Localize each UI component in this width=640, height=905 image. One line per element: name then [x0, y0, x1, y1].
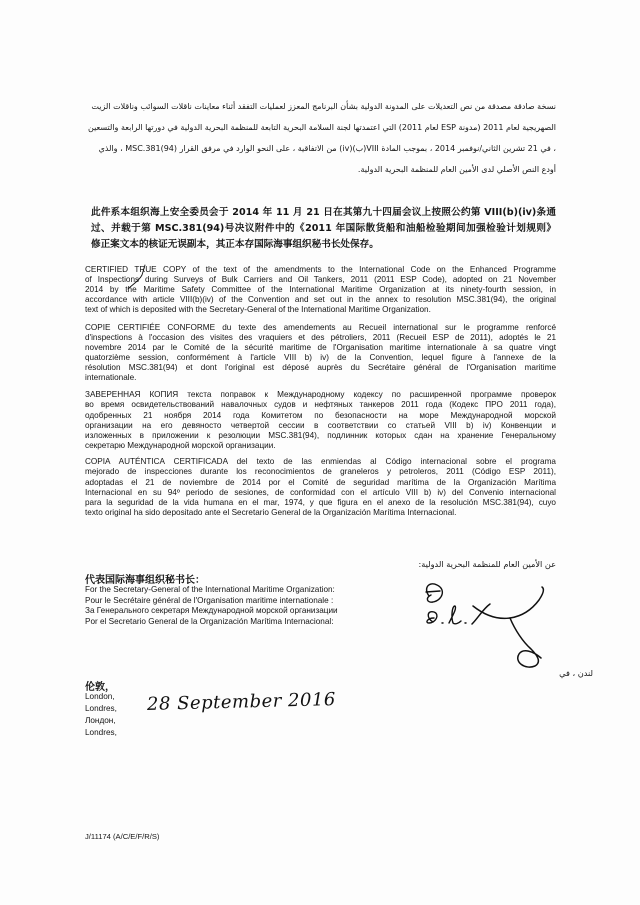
french-line: COPIE CERTIFIÉE CONFORME du texte des amendements au Recueil international sur le programme renforcé: [85, 323, 556, 332]
russian-line: изложенных в приложении к резолюции MSC.381(94), подлинник которых сдан на хранение Генеральному: [85, 431, 556, 441]
arabic-line: أودع النص الأصلي لدى الأمين العام للمنظمة البحرية الدولية.: [357, 165, 556, 174]
english-on-behalf-label: For the Secretary-General of the International Maritime Organization:: [85, 585, 335, 594]
chinese-on-behalf-label: 代表国际海事组织秘书长：: [85, 575, 205, 586]
french-line: internationale.: [85, 373, 137, 382]
french-place-label: Londres,: [85, 704, 117, 713]
russian-line: ЗАВЕРЕННАЯ КОПИЯ текста поправок к Международному кодексу по расширенной программе проверок: [85, 390, 556, 399]
russian-place-label: Лондон,: [85, 716, 116, 725]
arabic-place-label: لندن ، في: [559, 668, 593, 678]
document-reference: J/11174 (A/C/E/F/R/S): [85, 832, 160, 841]
chinese-place-label: 伦敦，: [85, 682, 115, 693]
english-line: accordance with article VIII(b)(iv) of the Convention and set out in the annex to resolution MSC.381(94), the original: [85, 295, 556, 304]
arabic-on-behalf-label: عن الأمين العام للمنظمة البحرية الدولية:: [418, 559, 556, 569]
french-line: novembre 2014 par le Comité de la sécurité maritime de l'Organisation maritime internationale à sa quatre vingt: [85, 343, 556, 352]
pen-mark: [120, 262, 160, 294]
russian-certification: [85, 390, 556, 452]
chinese-certification: [91, 205, 556, 253]
spanish-line: mejorado de inspecciones durante los reconocimientos de graneleros y petroleros, 2011 (Código ESP 2011),: [85, 467, 556, 477]
english-line: CERTIFIED TRUE COPY of the text of the amendments to the International Code on the Enhanced Programme: [85, 265, 556, 274]
russian-on-behalf-label: За Генерального секретаря Международной морской организации: [85, 606, 338, 615]
signature: [415, 578, 555, 670]
russian-line: организации на его девяносто четвертой сессии в соответствии со статьей VIII b) iv) Конвенции и: [85, 420, 556, 430]
russian-line: во время освидетельствований навалочных судов и нефтяных танкеров 2011 года (Кодекс ПРО 2011 года),: [85, 400, 556, 410]
spanish-place-label: Londres,: [85, 728, 117, 737]
spanish-line: adoptadas el 21 de noviembre de 2014 por el Comité de seguridad marítima de la Organización Marítima: [85, 477, 556, 487]
spanish-certification: [85, 457, 556, 519]
english-line: of Inspections during Surveys of Bulk Carriers and Oil Tankers, 2011 (2011 ESP Code), adopted on 21 November: [85, 275, 556, 284]
arabic-line: الصهريجية لعام 2011 (مدونة ESP لعام 2011) التي اعتمدتها لجنة السلامة البحرية التابعة للمنظمة البحرية الدولية في دورتها الرابعة والتسعين: [87, 123, 556, 132]
arabic-certification: [85, 96, 556, 180]
french-line: résolution MSC.381(94) et dont l'original est déposé auprès du Secrétaire général de l'Organisation maritime: [85, 363, 556, 372]
russian-line: одобренных 21 ноября 2014 года Комитетом по безопасности на море Международной морской: [85, 410, 556, 420]
arabic-line: ، في 21 تشرين الثاني/نوفمبر 2014 ، بموجب المادة VIII(ب)(iv) من الاتفاقية ، على النحو الوارد في مرفق القرار MSC.381(94) ، والذي: [98, 144, 556, 153]
place-labels: [85, 691, 145, 739]
french-certification: [85, 323, 556, 383]
french-line: d'inspections à l'occasion des visites des vraquiers et des pétroliers, 2011 (Recueil ESP de 2011), adoptés le 21: [85, 333, 556, 342]
english-line: text of which is deposited with the Secretary-General of the International Maritime Organization.: [85, 305, 431, 314]
spanish-line: texto original ha sido depositado ante el Secretario General de la Organización Marítima Internacional.: [85, 508, 457, 518]
chinese-line: 过、并载于第 MSC.381(94)号决议附件中的《2011 年国际散货船和油船检验期间加强检验计划规则》: [91, 223, 556, 234]
handwritten-date: 28 September 2016: [146, 689, 337, 715]
english-line: 2014 by the Maritime Safety Committee of the International Maritime Organization at its ninety-fourth session, in: [85, 285, 556, 294]
spanish-line: Internacional en su 94º periodo de sesiones, de conformidad con el artículo VIII b) iv) del Convenio internacional: [85, 487, 556, 497]
chinese-line: 此件系本组织海上安全委员会于 2014 年 11 月 21 日在其第九十四届会议上按照公约第 VIII(b)(iv)条通: [91, 207, 556, 218]
french-on-behalf-label: Pour le Secrétaire général de l'Organisation maritime internationale :: [85, 595, 334, 605]
arabic-line: نسخة صادقة مصدقة من نص التعديلات على المدونة الدولية بشأن البرنامج المعزز لعمليات التفقد أثناء معاينات ناقلات السوائب وناقلات الزيت: [91, 102, 556, 111]
english-place-label: London,: [85, 692, 115, 701]
on-behalf-block: [85, 585, 385, 627]
spanish-line: para la seguridad de la vida humana en el mar, 1974, y que figura en el anexo de la resolución MSC.381(94), cuyo: [85, 498, 556, 508]
chinese-line: 修正案文本的核证无误副本，其正本存国际海事组织秘书长处保存。: [91, 239, 379, 250]
spanish-on-behalf-label: Por el Secretario General de la Organización Marítima Internacional:: [85, 616, 334, 626]
french-line: quatorzième session, conformément à l'article VIII b) iv) de la Convention, lequel figure à l'annexe de la: [85, 353, 556, 362]
russian-line: секретарю Международной морской организации.: [85, 441, 276, 451]
spanish-line: COPIA AUTÉNTICA CERTIFICADA del texto de las enmiendas al Código internacional sobre el programa: [85, 457, 556, 466]
